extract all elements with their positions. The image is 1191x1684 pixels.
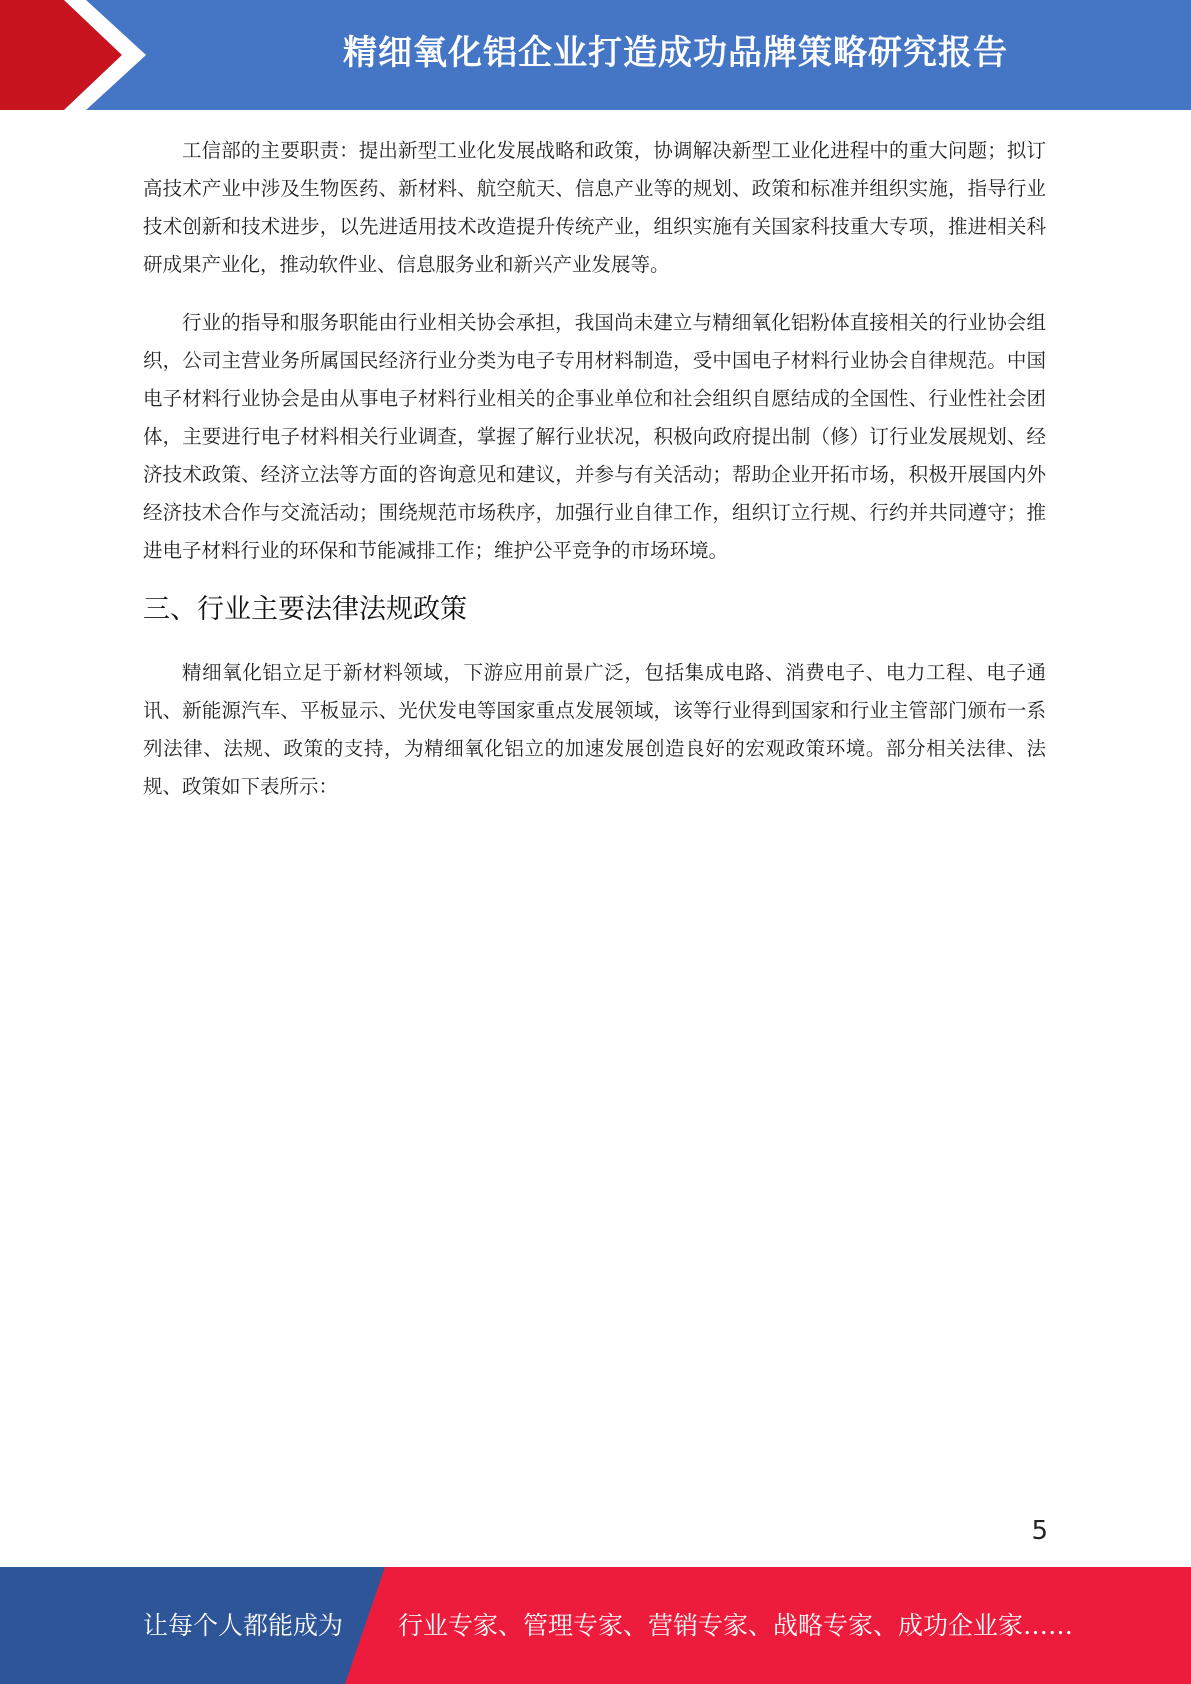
- paragraph-miit-duties: 工信部的主要职责：提出新型工业化发展战略和政策，协调解决新型工业化进程中的重大问题；拟订高技术产业中涉及生物医药、新材料、航空航天、信息产业等的规划、政策和标准并组织实施，指导行业技术创新和技术进步，以先进适用技术改造提升传统产业，组织实施有关国家科技重大专项，推进相关科研成果产业化，推动软件业、信息服务业和新兴产业发展等。: [143, 139, 1046, 276]
- paragraph-industry-association: 行业的指导和服务职能由行业相关协会承担，我国尚未建立与精细氧化铝粉体直接相关的行业协会组织，公司主营业务所属国民经济行业分类为电子专用材料制造，受中国电子材料行业协会自律规范。中国电子材料行业协会是由从事电子材料行业相关的企事业单位和社会组织自愿结成的全国性、行业性社会团体，主要进行电子材料相关行业调查，掌握了解行业状况，积极向政府提出制（修）订行业发展规划、经济技术政策、经济立法等方面的咨询意见和建议，并参与有关活动；帮助企业开拓市场，积极开展国内外经济技术合作与交流活动；围绕规范市场秩序，加强行业自律工作，组织订立行规、行约并共同遵守；推进电子材料行业的环保和节能减排工作；维护公平竞争的市场环境。: [143, 311, 1046, 562]
- footer-slogan-left: 让每个人都能成为: [143, 1611, 344, 1640]
- footer-banner: [0, 1567, 1191, 1684]
- page-number: 5: [1031, 1516, 1048, 1546]
- footer-slogan-right: 行业专家、管理专家、营销专家、战略专家、成功企业家……: [398, 1611, 1074, 1640]
- report-title: 精细氧化铝企业打造成功品牌策略研究报告: [343, 33, 1008, 73]
- section-heading-laws-policies: 三、行业主要法律法规政策: [143, 594, 467, 625]
- paragraph-laws-intro: 精细氧化铝立足于新材料领域，下游应用前景广泛，包括集成电路、消费电子、电力工程、电子通讯、新能源汽车、平板显示、光伏发电等国家重点发展领域，该等行业得到国家和行业主管部门颁布一系列法律、法规、政策的支持，为精细氧化铝立的加速发展创造良好的宏观政策环境。部分相关法律、法规、政策如下表所示：: [143, 661, 1046, 798]
- header-banner: [0, 0, 1191, 110]
- page-content: [143, 132, 1046, 806]
